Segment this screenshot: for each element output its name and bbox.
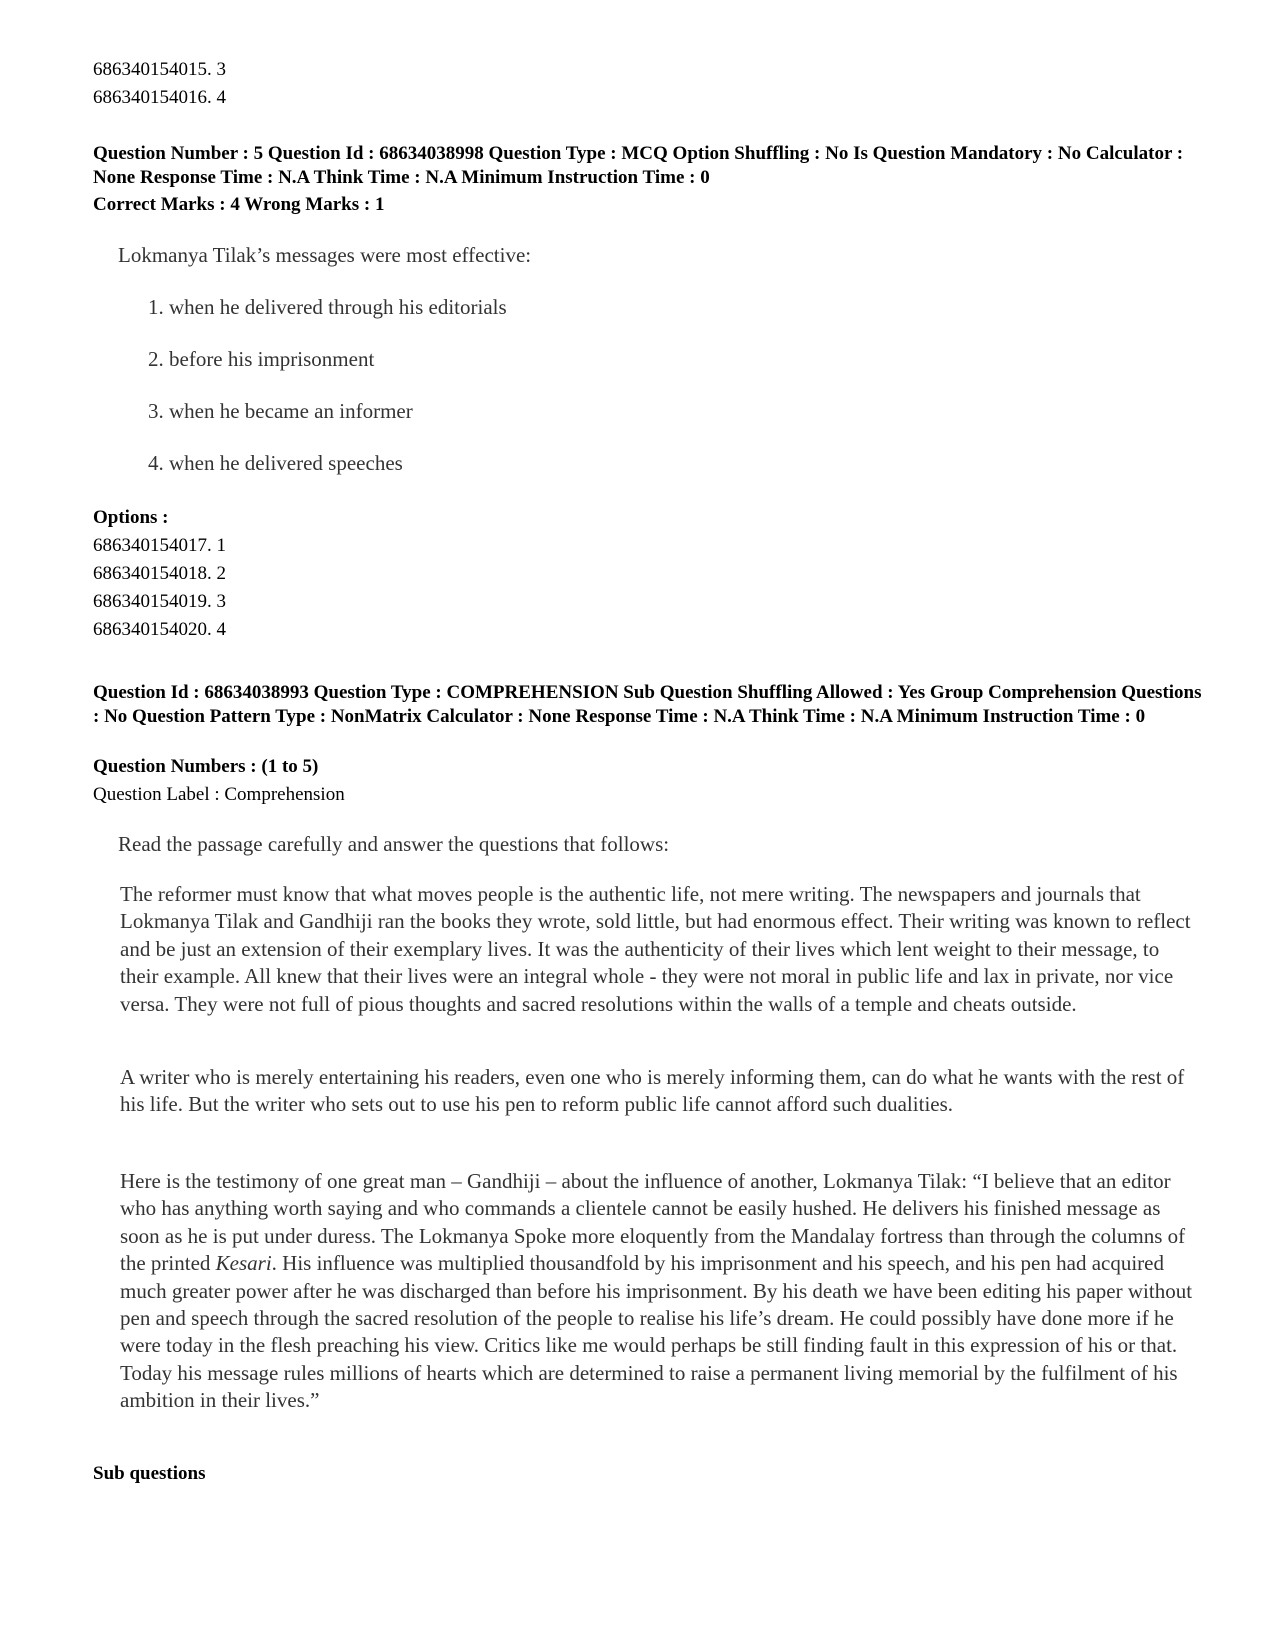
passage-paragraph-2: A writer who is merely entertaining his readers, even one who is merely informing them, can do what he wants with the rest of his life. But the writer who sets out to use his pen to reform public life cannot afford such dualities. (120, 1065, 1185, 1117)
sub-questions-heading: Sub questions (93, 1463, 206, 1484)
passage-paragraph-3 (120, 1168, 1200, 1415)
q5-option-2: 686340154018. 2 (93, 563, 226, 584)
passage-instruction: Read the passage carefully and answer the questions that follows: (118, 832, 670, 856)
q5-choice-4: 4. when he delivered speeches (148, 451, 403, 475)
q5-option-1: 686340154017. 1 (93, 535, 226, 556)
kesari-title: Kesari (215, 1251, 272, 1276)
q5-marks: Correct Marks : 4 Wrong Marks : 1 (93, 194, 385, 215)
q5-stem: Lokmanya Tilak’s messages were most effective: (118, 243, 532, 267)
q5-choice-2: 2. before his imprisonment (148, 347, 375, 371)
q5-choice-3: 3. when he became an informer (148, 399, 413, 423)
passage-paragraph-3-part-1: Here is the testimony of one great man – Gandhiji – about the influence of another, Lokmanya Tilak: “I believe that an editor who has anything worth saying and who commands a clientele cannot be easily hushed. He delivers his finished message as soon as he is put under duress. The Lokmanya Spoke more eloquently from the Mandalay fortress than through the columns of the printed (120, 1169, 1186, 1276)
question-numbers: Question Numbers : (1 to 5) (93, 756, 319, 777)
q5-option-3: 686340154019. 3 (93, 591, 226, 612)
q5-option-4: 686340154020. 4 (93, 619, 226, 640)
q5-options-label: Options : (93, 507, 169, 528)
passage-paragraph-1: The reformer must know that what moves people is the authentic life, not mere writing. The newspapers and journals that Lokmanya Tilak and Gandhiji ran the books they wrote, sold little, but had enormous effect. Their writing was known to reflect and be just an extension of their exemplary lives. It was the authenticity of their lives which lent weight to their message, to their example. All knew that their lives were an integral whole - they were not moral in public life and lax in private, nor vice versa. They were not full of pious thoughts and sacred resolutions within the walls of a temple and cheats outside. (120, 882, 1191, 1016)
q5-choice-1: 1. when he delivered through his editorials (148, 295, 507, 319)
passage-paragraph-3-part-2: . His influence was multiplied thousandfold by his imprisonment and his speech, and his pen had acquired much greater power after he was discharged than before his imprisonment. By his death we have been editing his paper without pen and speech through the sacred resolution of the people to realise his life’s dream. He could possibly have done more if he were today in the flesh preaching his view. Critics like me would perhaps be still finding fault in this expression of his or that. Today his message rules millions of hearts which are determined to raise a permanent living memorial by the fulfilment of his ambition in their lives.” (120, 1251, 1193, 1413)
prev-option-3: 686340154015. 3 (93, 59, 226, 80)
comprehension-meta: Question Id : 68634038993 Question Type : COMPREHENSION Sub Question Shuffling Allowed : Yes Group Comprehension Questions : No Question Pattern Type : NonMatrix Calculator : None Response Time : N.A Think Time : N.A Minimum Instruction Time : 0 (93, 682, 1202, 727)
q5-meta: Question Number : 5 Question Id : 68634038998 Question Type : MCQ Option Shuffling : No Is Question Mandatory : No Calculator : None Response Time : N.A Think Time : N.A Minimum Instruction Time : 0 (93, 143, 1184, 188)
question-label: Question Label : Comprehension (93, 784, 345, 805)
prev-option-4: 686340154016. 4 (93, 87, 226, 108)
